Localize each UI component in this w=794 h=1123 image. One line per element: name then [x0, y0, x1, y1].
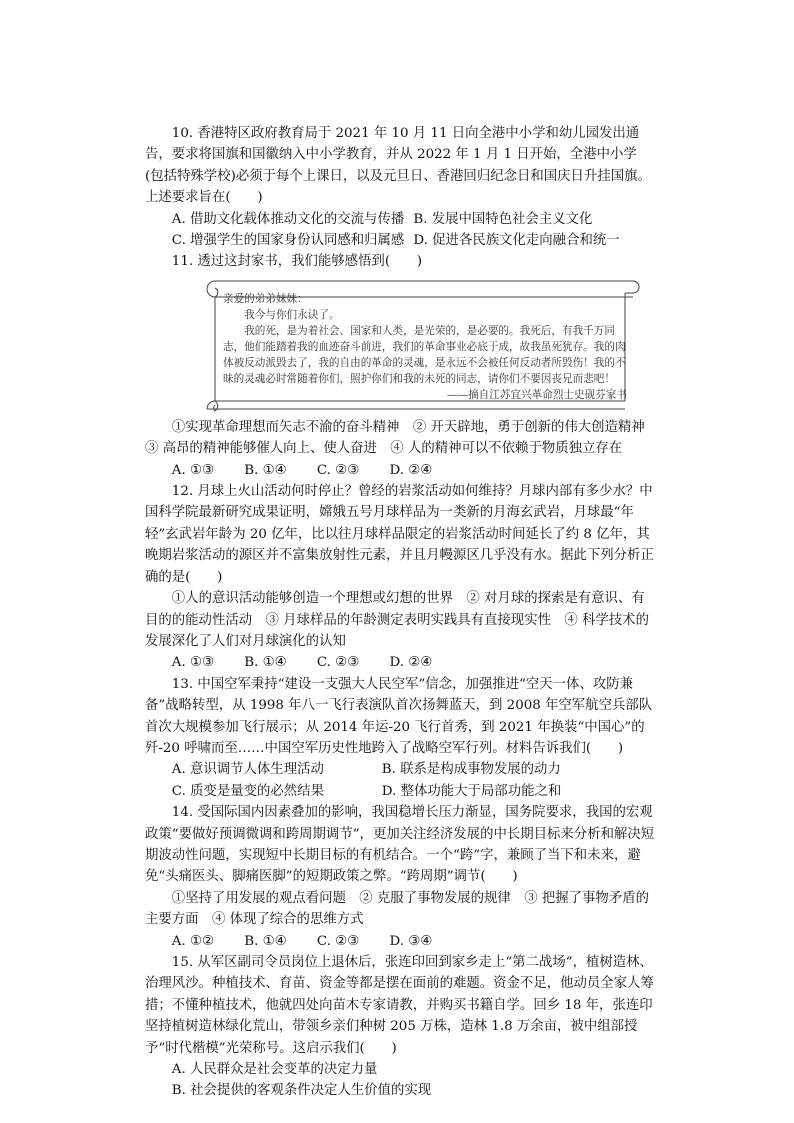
letter-source: ——摘自江苏宜兴革命烈士史砚芬家书	[446, 388, 627, 401]
question-12-options	[145, 652, 655, 673]
option-11-d[interactable]: D. ②④	[389, 462, 433, 478]
option-11-c[interactable]: C. ②③	[316, 462, 360, 478]
question-11-statements: ①实现革命理想而矢志不渝的奋斗精神 ② 开天辟地，勇于创新的伟大创造精神 ③ 高昂的精神能够催人向上、使人奋进 ④ 人的精神可以不依赖于物质独立存在	[145, 419, 659, 457]
question-12-stem: 12. 月球上火山活动何时停止？曾经的岩浆活动如何维持？月球内部有多少水？中国科学院最新研究成果证明，嫦娥五号月球样品为一类新的月海玄武岩，月球最“年轻”玄武岩年龄为 20 亿年，比以往月球样品限定的岩浆活动时间延长了约 8 亿年，其晚期岩浆活动的源区并不富集放射性元素，并且月幔源区几乎没有水。据此下列分析正确的是( )	[145, 484, 654, 585]
question-13-options-row-1	[145, 759, 655, 780]
letter-greeting: 亲爱的弟弟妹妹：	[223, 292, 308, 305]
option-11-b[interactable]: B. ①④	[244, 462, 287, 478]
letter-scroll	[201, 277, 641, 413]
option-14-d[interactable]: D. ③④	[389, 933, 433, 949]
option-10-b[interactable]: B. 发展中国特色社会主义文化	[413, 211, 593, 227]
question-14-options	[145, 931, 655, 952]
question-15-stem: 15. 从军区副司令员岗位上退休后，张连印回到家乡走上“第二战场”，植树造林、治理风沙。种植技术、育苗、资金等都是摆在面前的难题。资金不足，他动员全家人筹措；不懂种植技术，他就四处向苗木专家请教，并购买书籍自学。回乡 18 年，张连印坚持植树造林绿化荒山，带领乡亲们种树 205 万株，造林 1.8 万余亩，被中组部授予“时代楷模”光荣称号。这启示我们( )	[145, 955, 654, 1056]
option-10-d[interactable]: D. 促进各民族文化走向融合和统一	[413, 233, 620, 249]
question-content	[145, 123, 659, 1102]
question-14-statements: ①坚持了用发展的观点看问题 ② 克服了事物发展的规律 ③ 把握了事物矛盾的主要方面 ④ 体现了综合的思维方式	[145, 890, 649, 928]
question-13-stem: 13. 中国空军秉持“建设一支强大人民空军”信念，加强推进“空天一体、攻防兼备”战略转型，从 1998 年八一飞行表演队首次扬舞蓝天，到 2008 年空军航空兵部队首次大规模参加飞行展示；从 2014 年运-20 飞行首秀，到 2021 年换装“中国心”的歼-20 呼啸而至……中国空军历史性地跨入了战略空军行列。材料告诉我们( )	[145, 676, 653, 756]
option-12-a[interactable]: A. ①③	[171, 655, 214, 671]
option-15-a[interactable]: A. 人民群众是社会变革的决定力量	[171, 1062, 378, 1078]
question-10-stem: 10. 香港特区政府教育局于 2021 年 10 月 11 日向全港中小学和幼儿园发出通告，要求将国旗和国徽纳入中小学教育，并从 2022 年 1 月 1 日开始，全港中小学(包括特殊学校)必须于每个上课日，以及元旦日、香港回归纪念日和国庆日升挂国旗。上述要求旨在( )	[145, 126, 651, 206]
question-10-options-row-2	[145, 230, 655, 251]
option-13-d[interactable]: D. 整体功能大于局部功能之和	[381, 783, 562, 799]
option-14-a[interactable]: A. ①②	[171, 933, 214, 949]
option-11-a[interactable]: A. ①③	[171, 462, 214, 478]
option-10-c[interactable]: C. 增强学生的国家身份认同感和归属感	[171, 233, 405, 249]
option-15-b[interactable]: B. 社会提供的客观条件决定人生价值的实现	[171, 1083, 432, 1099]
option-13-b[interactable]: B. 联系是构成事物发展的动力	[381, 762, 561, 778]
letter-text	[223, 291, 629, 403]
option-12-c[interactable]: C. ②③	[316, 655, 360, 671]
option-12-b[interactable]: B. ①④	[244, 655, 287, 671]
letter-line-1: 我今与你们永诀了。	[244, 308, 340, 321]
question-13-options-row-2	[145, 781, 655, 802]
option-10-a[interactable]: A. 借助文化载体推动文化的交流与传播	[171, 211, 405, 227]
option-12-d[interactable]: D. ②④	[389, 655, 433, 671]
option-13-a[interactable]: A. 意识调节人体生理活动	[171, 762, 324, 778]
option-14-b[interactable]: B. ①④	[244, 933, 287, 949]
question-10-options-row-1	[145, 209, 655, 230]
question-11-stem: 11. 透过这封家书，我们能够感悟到( )	[171, 254, 423, 270]
question-12-statements: ①人的意识活动能够创造一个理想或幻想的世界 ② 对月球的探索是有意识、有目的的能动性活动 ③ 月球样品的年龄测定表明实践具有直接现实性 ④ 科学技术的发展深化了人们对月球演化的认知	[145, 591, 649, 649]
question-14-stem: 14. 受国际国内因素叠加的影响，我国稳增长压力渐显，国务院要求，我国的宏观政策“要做好预调微调和跨周期调节”，更加关注经济发展的中长期目标来分析和解决短期波动性问题，实现短中长期目标的有机结合。一个“跨”字，兼顾了当下和未来，避免“头痛医头、脚痛医脚”的短期政策之弊。“跨周期”调节( )	[145, 805, 655, 885]
question-11-options	[145, 460, 655, 481]
option-14-c[interactable]: C. ②③	[316, 933, 360, 949]
option-13-c[interactable]: C. 质变是量变的必然结果	[171, 783, 324, 799]
letter-body: 我的死，是为着社会、国家和人类，是光荣的，是必要的。我死后，有我千万同志，他们能踏着我的血迹奋斗前进，我们的革命事业必底于成，故我虽死犹存。我的肉体被反动派毁去了，我的自由的革命的灵魂，是永远不会被任何反动者所毁伤！我的不昧的灵魂必时常随着你们，照护你们和我的未死的同志，请你们不要因丧兄而悲吧！	[223, 324, 626, 385]
